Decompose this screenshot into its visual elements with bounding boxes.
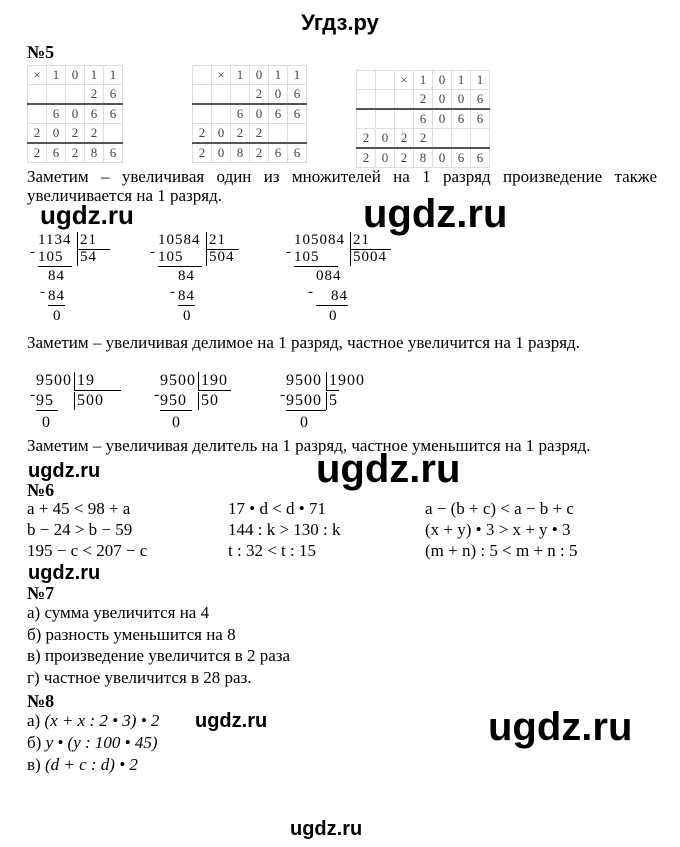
grid-cell: 6 xyxy=(414,109,433,129)
text-fragment xyxy=(28,143,123,163)
text-fragment xyxy=(193,143,307,163)
task6-label: №6 xyxy=(27,480,55,500)
text-fragment: 50 xyxy=(198,392,219,410)
grid-cell xyxy=(66,85,85,105)
text-fragment: - xyxy=(154,386,161,403)
grid-cell: 0 xyxy=(66,104,85,124)
grid-cell: 6 xyxy=(269,104,288,124)
grid-cell: 1 xyxy=(47,66,66,85)
grid-cell: 2 xyxy=(414,129,433,149)
text-fragment: 21 xyxy=(77,232,110,250)
grid-cell: 2 xyxy=(357,129,376,149)
grid-cell: 6 xyxy=(231,104,250,124)
grid-cell xyxy=(471,129,490,149)
grid-cell: 0 xyxy=(433,90,452,110)
text-fragment: 9500 xyxy=(286,392,326,411)
item-prefix: а) xyxy=(27,711,45,730)
site-title: Угдз.ру xyxy=(301,10,379,35)
grid-cell xyxy=(28,85,47,105)
grid-cell: 1 xyxy=(452,71,471,90)
expression: (x + x : 2 • 3) • 2 xyxy=(44,711,160,730)
grid-cell: 0 xyxy=(250,66,269,85)
note-dividend: Заметим – увеличивая делимое на 1 разряд, частное увеличится на 1 разряд. xyxy=(27,333,580,352)
grid-cell xyxy=(452,129,471,149)
text-fragment: - xyxy=(170,284,176,300)
text-fragment xyxy=(193,85,307,105)
grid-cell xyxy=(357,90,376,110)
grid-cell: 0 xyxy=(452,90,471,110)
text-fragment: 84 xyxy=(48,268,65,284)
grid-cell: 6 xyxy=(288,104,307,124)
grid-cell xyxy=(104,124,123,144)
grid-cell: 6 xyxy=(288,143,307,163)
text-fragment: 1900 xyxy=(329,372,365,389)
grid-cell: 0 xyxy=(433,148,452,168)
grid-cell: 0 xyxy=(250,104,269,124)
grid-cell: 6 xyxy=(452,109,471,129)
text-fragment xyxy=(193,66,307,85)
grid-cell: 1 xyxy=(288,66,307,85)
text-fragment: 9500 xyxy=(36,372,72,389)
watermark: ugdz.ru xyxy=(40,200,134,230)
grid-cell: 1 xyxy=(231,66,250,85)
grid-cell: 1 xyxy=(269,66,288,85)
answer-item: а) сумма увеличится на 4 xyxy=(27,603,210,622)
grid-cell: 6 xyxy=(471,90,490,110)
answer-item: г) частное увеличится в 28 раз. xyxy=(27,667,252,687)
grid-cell: 0 xyxy=(269,85,288,105)
text-fragment: 95 xyxy=(36,392,58,411)
inequality: a + 45 < 98 + a xyxy=(27,499,131,518)
text-fragment: 105 xyxy=(38,249,72,267)
text-fragment xyxy=(357,71,490,90)
grid-cell: 0 xyxy=(376,129,395,149)
grid-cell: 1 xyxy=(471,71,490,90)
grid-cell xyxy=(193,85,212,105)
text-fragment: 0 xyxy=(300,414,309,431)
grid-cell: 6 xyxy=(104,85,123,105)
inequality: (m + n) : 5 < m + n : 5 xyxy=(425,541,578,560)
text-fragment xyxy=(357,148,490,168)
grid-cell: 2 xyxy=(28,143,47,163)
item-prefix: в) xyxy=(27,755,45,774)
grid-cell: 2 xyxy=(28,124,47,144)
watermark: ugdz.ru xyxy=(28,562,101,584)
grid-cell: 0 xyxy=(212,143,231,163)
grid-cell: 0 xyxy=(433,71,452,90)
grid-cell: 0 xyxy=(66,66,85,85)
text-fragment: 504 xyxy=(206,249,235,266)
text-fragment: - xyxy=(308,284,314,300)
inequality: b − 24 > b − 59 xyxy=(27,520,133,539)
grid-cell: × xyxy=(395,71,414,90)
text-fragment xyxy=(28,85,123,105)
text-fragment: - xyxy=(280,386,287,403)
text-fragment xyxy=(193,124,307,144)
text-fragment: 84 xyxy=(316,288,348,306)
grid-cell: 2 xyxy=(231,124,250,144)
grid-cell: 6 xyxy=(47,104,66,124)
grid-cell: 8 xyxy=(231,143,250,163)
inequality: 144 : k > 130 : k xyxy=(228,520,341,539)
item-prefix: б) xyxy=(27,733,46,752)
grid-cell: 6 xyxy=(47,143,66,163)
grid-cell: 1 xyxy=(85,66,104,85)
watermark: ugdz.ru xyxy=(488,705,633,749)
grid-cell: 1 xyxy=(414,71,433,90)
grid-cell: 2 xyxy=(66,143,85,163)
multiplication-grid xyxy=(356,70,490,168)
text-fragment: 084 xyxy=(316,268,342,284)
inequality: t : 32 < t : 15 xyxy=(228,541,316,560)
expression-item xyxy=(27,733,158,753)
grid-cell xyxy=(395,109,414,129)
grid-cell xyxy=(269,124,288,144)
grid-cell: 0 xyxy=(212,124,231,144)
task8-label: №8 xyxy=(27,691,55,711)
grid-cell: 0 xyxy=(433,109,452,129)
grid-cell: 6 xyxy=(471,148,490,168)
grid-cell xyxy=(357,71,376,90)
watermark: ugdz.ru xyxy=(363,192,508,236)
grid-cell xyxy=(28,104,47,124)
grid-cell: 2 xyxy=(250,143,269,163)
grid-cell: 6 xyxy=(104,104,123,124)
inequality: (x + y) • 3 > x + y • 3 xyxy=(425,520,571,539)
text-fragment: - xyxy=(30,386,37,403)
grid-cell: 2 xyxy=(395,148,414,168)
text-fragment xyxy=(326,372,365,391)
expression: y • (y : 100 • 45) xyxy=(45,733,158,752)
grid-cell xyxy=(395,90,414,110)
answer-item: б) разность уменьшится на 8 xyxy=(27,624,236,644)
watermark: ugdz.ru xyxy=(195,710,268,732)
grid-cell: 0 xyxy=(47,124,66,144)
grid-cell xyxy=(231,85,250,105)
text-fragment: 0 xyxy=(183,308,192,324)
grid-cell xyxy=(47,85,66,105)
grid-cell xyxy=(193,66,212,85)
text-fragment: 84 xyxy=(178,268,195,284)
text-fragment: 105084 xyxy=(294,232,345,248)
text-fragment: 19 xyxy=(74,372,121,391)
text-fragment: 105 xyxy=(294,249,338,267)
text-fragment: - xyxy=(150,244,156,260)
text-fragment: 0 xyxy=(329,308,338,324)
grid-cell: 2 xyxy=(66,124,85,144)
text-fragment xyxy=(28,66,123,85)
text-fragment: 10584 xyxy=(158,232,201,248)
multiplication-grid xyxy=(192,65,307,163)
text-fragment: 1134 xyxy=(38,232,72,248)
grid-cell: 6 xyxy=(269,143,288,163)
watermark: ugdz.ru xyxy=(316,447,461,491)
watermark: ugdz.ru xyxy=(28,460,101,482)
multiplication-grid xyxy=(27,65,123,163)
grid-cell: × xyxy=(212,66,231,85)
inequality: a − (b + c) < a − b + c xyxy=(425,499,574,518)
inequality: 195 − c < 207 − c xyxy=(27,541,148,560)
text-fragment: 0 xyxy=(172,414,181,431)
grid-cell: 2 xyxy=(85,85,104,105)
text-fragment: 9500 xyxy=(160,372,196,389)
text-fragment: 190 xyxy=(198,372,231,391)
grid-cell: 2 xyxy=(250,85,269,105)
grid-cell: 2 xyxy=(193,143,212,163)
grid-cell xyxy=(288,124,307,144)
text-fragment: - xyxy=(30,244,36,260)
watermark-footer: ugdz.ru xyxy=(290,818,363,840)
grid-cell: 2 xyxy=(395,129,414,149)
text-fragment: - xyxy=(40,284,46,300)
text-fragment xyxy=(357,90,490,110)
text-fragment: 0 xyxy=(53,308,62,324)
text-fragment: 21 xyxy=(350,232,391,250)
text-fragment: 950 xyxy=(160,392,192,411)
answer-item: в) произведение увеличится в 2 раза xyxy=(27,646,291,665)
grid-cell: 6 xyxy=(104,143,123,163)
grid-cell: 0 xyxy=(376,148,395,168)
text-fragment: 500 xyxy=(74,392,104,410)
text-fragment: 84 xyxy=(178,288,195,304)
grid-cell: 6 xyxy=(471,109,490,129)
grid-cell: 6 xyxy=(452,148,471,168)
grid-cell xyxy=(357,109,376,129)
grid-cell: × xyxy=(28,66,47,85)
text-fragment xyxy=(357,109,490,129)
text-fragment xyxy=(28,104,123,124)
text-fragment: 5 xyxy=(326,392,338,410)
grid-cell xyxy=(193,104,212,124)
grid-cell xyxy=(376,71,395,90)
grid-cell: 2 xyxy=(85,124,104,144)
expression: (d + c : d) • 2 xyxy=(44,755,138,774)
grid-cell: 8 xyxy=(85,143,104,163)
text-fragment: - xyxy=(286,244,292,260)
text-fragment xyxy=(357,129,490,149)
grid-cell xyxy=(433,129,452,149)
task7-label: №7 xyxy=(27,583,55,603)
grid-cell: 8 xyxy=(414,148,433,168)
grid-cell xyxy=(212,104,231,124)
note-divisor: Заметим – увеличивая делитель на 1 разряд, частное уменьшится на 1 разряд. xyxy=(27,436,591,455)
text-fragment xyxy=(193,104,307,124)
text-fragment: 105 xyxy=(158,249,202,267)
text-fragment: 21 xyxy=(206,232,239,250)
task5-label: №5 xyxy=(27,42,55,62)
expression-item xyxy=(27,711,159,731)
text-fragment: 9500 xyxy=(286,372,322,389)
note-multiplication: Заметим – увеличивая один из множителей на 1 разряд произведение также увеличивается на 1 разряд. xyxy=(27,167,657,205)
grid-cell: 2 xyxy=(250,124,269,144)
text-fragment: 5004 xyxy=(350,249,387,266)
grid-cell: 6 xyxy=(288,85,307,105)
text-fragment: 54 xyxy=(77,249,97,266)
expression-item xyxy=(27,755,138,775)
grid-cell xyxy=(376,109,395,129)
grid-cell: 2 xyxy=(414,90,433,110)
grid-cell: 1 xyxy=(104,66,123,85)
text-fragment xyxy=(28,124,123,144)
grid-cell: 6 xyxy=(85,104,104,124)
text-fragment: 84 xyxy=(48,288,65,304)
grid-cell xyxy=(212,85,231,105)
text-fragment: 0 xyxy=(42,414,51,431)
grid-cell: 2 xyxy=(357,148,376,168)
grid-cell: 2 xyxy=(193,124,212,144)
inequality: 17 • d < d • 71 xyxy=(228,499,326,518)
grid-cell xyxy=(376,90,395,110)
